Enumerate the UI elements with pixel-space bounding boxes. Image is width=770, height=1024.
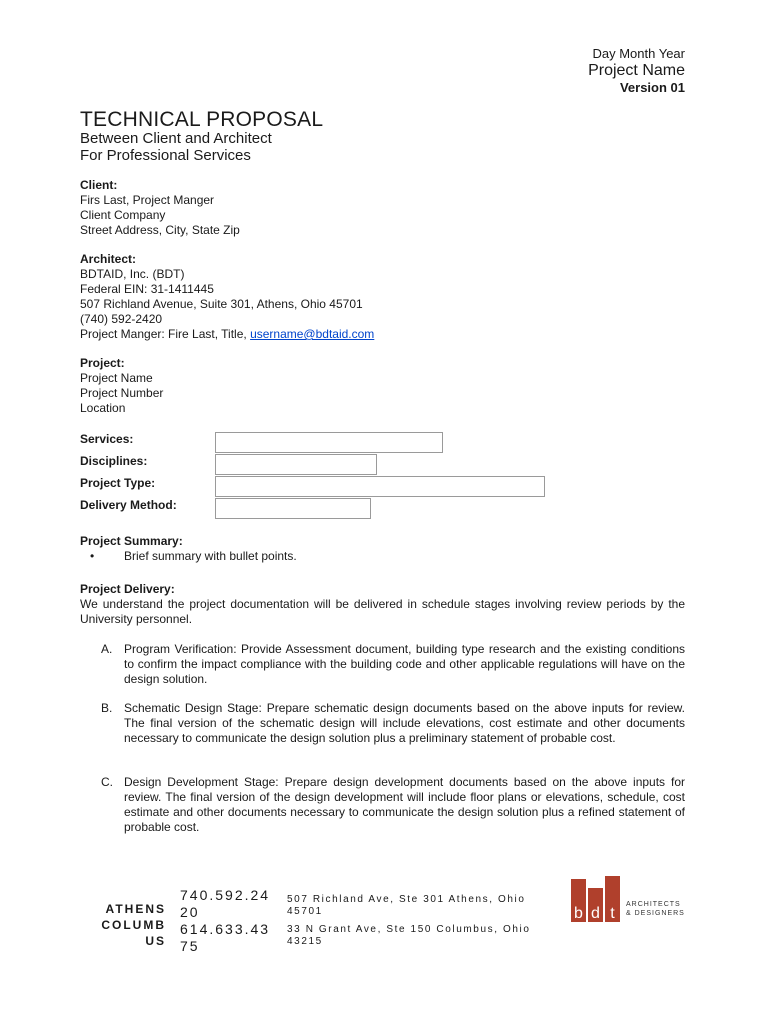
delivery-heading: Project Delivery: bbox=[80, 582, 175, 596]
subtitle-professional-services: For Professional Services bbox=[80, 147, 251, 164]
logo-line-architects: ARCHITECTS bbox=[626, 901, 681, 908]
architect-ein: Federal EIN: 31-1411445 bbox=[80, 282, 214, 296]
project-label: Project: bbox=[80, 356, 125, 370]
footer-city-athens: ATHENS bbox=[105, 902, 166, 916]
header-project-name: Project Name bbox=[588, 62, 685, 79]
project-type-label: Project Type: bbox=[80, 476, 156, 490]
bullet-icon: • bbox=[90, 549, 95, 563]
summary-label: Project Summary: bbox=[80, 534, 183, 548]
project-section bbox=[80, 356, 163, 416]
logo-tagline bbox=[626, 900, 685, 918]
summary-bullet-item bbox=[80, 549, 297, 564]
delivery-item-c bbox=[101, 775, 685, 835]
disciplines-label: Disciplines: bbox=[80, 454, 148, 468]
delivery-intro: We understand the project documentation will be delivered in schedule stages involving review periods by the University personnel. bbox=[80, 597, 685, 626]
architect-email-link[interactable]: username@bdtaid.com bbox=[250, 327, 375, 341]
footer-city-columbus: COLUMB US bbox=[101, 918, 166, 948]
logo-letter-t: t bbox=[610, 905, 615, 922]
delivery-label bbox=[80, 582, 175, 597]
footer-phones bbox=[180, 887, 270, 955]
architect-label: Architect: bbox=[80, 252, 137, 266]
services-label: Services: bbox=[80, 432, 134, 446]
delivery-item-a bbox=[101, 642, 685, 687]
logo-letter-b: b bbox=[574, 905, 583, 922]
footer-phone-columbus: 614.633.43 75 bbox=[180, 921, 271, 954]
header-version: Version 01 bbox=[619, 80, 685, 95]
architect-manager bbox=[80, 327, 374, 342]
summary-bullet-text: Brief summary with bullet points. bbox=[124, 549, 297, 563]
footer-cities bbox=[88, 901, 166, 949]
project-type-field[interactable] bbox=[215, 476, 545, 497]
delivery-method-field[interactable] bbox=[215, 498, 371, 519]
item-text: Program Verification: Provide Assessment document, building type research and the existing conditions to confirm the impact compliance with the building code and other applicable regulations will have on the design solution. bbox=[124, 642, 685, 686]
delivery-method-label: Delivery Method: bbox=[80, 498, 177, 512]
item-marker: A. bbox=[101, 642, 113, 656]
bdt-logo bbox=[571, 876, 623, 922]
client-contact: Firs Last, Project Manger bbox=[80, 193, 215, 207]
delivery-item-b bbox=[101, 701, 685, 746]
project-number: Project Number bbox=[80, 386, 164, 400]
footer-phone-athens: 740.592.24 20 bbox=[180, 887, 271, 920]
client-section bbox=[80, 178, 240, 238]
item-text: Design Development Stage: Prepare design development documents based on the above inputs for review. The final version of the design development will include floor plans or elevations, schedule, cost estimate and other documents necessary to communicate the design solution plus a refined statement of probable cost. bbox=[124, 775, 685, 834]
item-marker: C. bbox=[101, 775, 113, 789]
footer-address-athens: 507 Richland Ave, Ste 301 Athens, Ohio 45701 bbox=[287, 894, 526, 917]
logo-letter-d: d bbox=[591, 905, 600, 922]
document-title: TECHNICAL PROPOSAL bbox=[80, 108, 324, 131]
architect-company: BDTAID, Inc. (BDT) bbox=[80, 267, 185, 281]
architect-phone: (740) 592-2420 bbox=[80, 312, 163, 326]
client-company: Client Company bbox=[80, 208, 166, 222]
client-label: Client: bbox=[80, 178, 118, 192]
summary-section bbox=[80, 534, 297, 564]
subtitle-client-architect: Between Client and Architect bbox=[80, 130, 272, 147]
disciplines-field[interactable] bbox=[215, 454, 377, 475]
architect-manager-text: Project Manger: Fire Last, Title, bbox=[80, 327, 251, 341]
logo-line-designers: & DESIGNERS bbox=[626, 910, 685, 917]
header-date: Day Month Year bbox=[592, 46, 685, 61]
client-address: Street Address, City, State Zip bbox=[80, 223, 240, 237]
architect-section bbox=[80, 252, 374, 342]
item-text: Schematic Design Stage: Prepare schematic design documents based on the above inputs for review. The final version of the schematic design will include elevations, cost estimate and other documents necessary to communicate the design solution plus a preliminary statement of probable cost. bbox=[124, 701, 685, 745]
architect-address: 507 Richland Avenue, Suite 301, Athens, Ohio 45701 bbox=[80, 297, 363, 311]
project-name: Project Name bbox=[80, 371, 153, 385]
project-location: Location bbox=[80, 401, 126, 415]
item-marker: B. bbox=[101, 701, 113, 715]
services-field[interactable] bbox=[215, 432, 443, 453]
footer-address-columbus: 33 N Grant Ave, Ste 150 Columbus, Ohio 43215 bbox=[287, 924, 531, 947]
